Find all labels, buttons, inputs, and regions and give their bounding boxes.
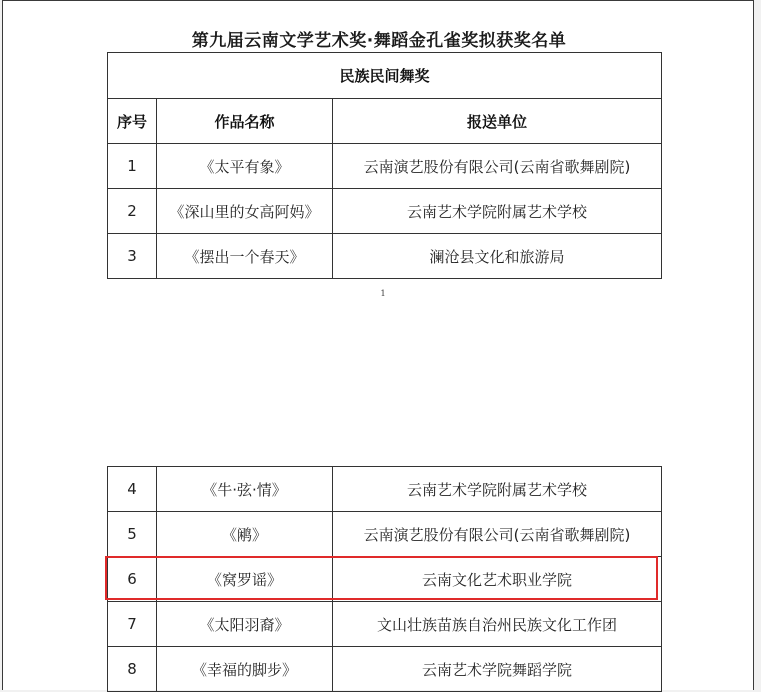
table-row xyxy=(108,234,662,279)
table-row xyxy=(108,467,662,512)
header-index: 序号 xyxy=(108,99,157,144)
row-index: 5 xyxy=(108,512,157,557)
row-unit: 云南演艺股份有限公司(云南省歌舞剧院) xyxy=(333,512,662,557)
row-work-name: 《太平有象》 xyxy=(157,144,333,189)
row-unit: 云南文化艺术职业学院 xyxy=(333,557,662,602)
award-table-page-1 xyxy=(107,52,662,279)
table-row xyxy=(108,647,662,692)
table-row xyxy=(108,512,662,557)
table-row-highlighted xyxy=(108,557,662,602)
row-unit: 文山壮族苗族自治州民族文化工作团 xyxy=(333,602,662,647)
row-index: 2 xyxy=(108,189,157,234)
table-row xyxy=(108,144,662,189)
row-index: 3 xyxy=(108,234,157,279)
row-unit: 云南艺术学院舞蹈学院 xyxy=(333,647,662,692)
row-index: 8 xyxy=(108,647,157,692)
row-unit: 云南演艺股份有限公司(云南省歌舞剧院) xyxy=(333,144,662,189)
header-unit: 报送单位 xyxy=(333,99,662,144)
row-unit: 澜沧县文化和旅游局 xyxy=(333,234,662,279)
table-header-row xyxy=(108,99,662,144)
row-work-name: 《幸福的脚步》 xyxy=(157,647,333,692)
row-work-name: 《太阳羽裔》 xyxy=(157,602,333,647)
award-table-page-2 xyxy=(107,466,662,692)
row-unit: 云南艺术学院附属艺术学校 xyxy=(333,467,662,512)
table-row xyxy=(108,189,662,234)
row-index: 4 xyxy=(108,467,157,512)
category-row xyxy=(108,53,662,99)
row-index: 6 xyxy=(108,557,157,602)
page-number: 1 xyxy=(380,289,386,298)
document-title: 第九届云南文学艺术奖·舞蹈金孔雀奖拟获奖名单 xyxy=(191,31,567,51)
document-page xyxy=(2,0,754,690)
table-row xyxy=(108,602,662,647)
row-unit: 云南艺术学院附属艺术学校 xyxy=(333,189,662,234)
category-title: 民族民间舞奖 xyxy=(108,53,662,99)
row-work-name: 《窝罗谣》 xyxy=(157,557,333,602)
header-work-name: 作品名称 xyxy=(157,99,333,144)
row-work-name: 《摆出一个春天》 xyxy=(157,234,333,279)
row-work-name: 《牛·弦·情》 xyxy=(157,467,333,512)
row-work-name: 《深山里的女高阿妈》 xyxy=(157,189,333,234)
row-index: 1 xyxy=(108,144,157,189)
row-work-name: 《鹇》 xyxy=(157,512,333,557)
row-index: 7 xyxy=(108,602,157,647)
